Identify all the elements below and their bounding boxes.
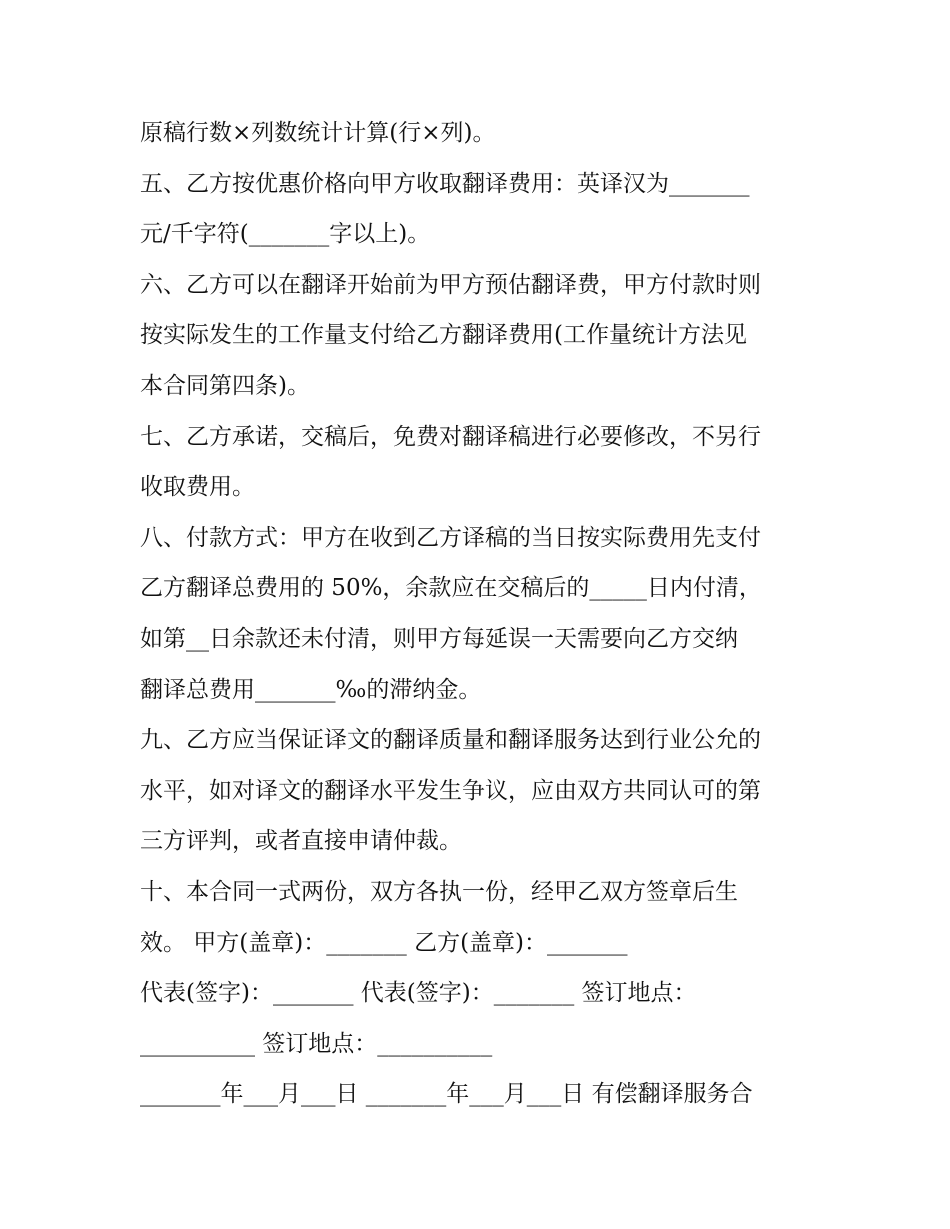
text-line: 如第__日余款还未付清，则甲方每延误一天需要向乙方交纳 [140, 625, 738, 652]
text-line: 收取费用。 [140, 474, 255, 501]
signature-line: __________ 签订地点：__________ [140, 1030, 493, 1057]
text-line: 原稿行数×列数统计计算(行×列)。 [140, 120, 496, 146]
text-line: 三方评判，或者直接申请仲裁。 [140, 828, 462, 855]
date-line: _______年___月___日 _______年___月___日 有偿翻译服务合 [140, 1081, 753, 1108]
text-line: 乙方翻译总费用的 50%，余款应在交稿后的_____日内付清， [140, 575, 762, 602]
text-line: 按实际发生的工作量支付给乙方翻译费用(工作量统计方法见 [140, 322, 747, 349]
text-line: 五、乙方按优惠价格向甲方收取翻译费用：英译汉为_______ [140, 170, 750, 197]
signature-line: 代表(签字)：_______ 代表(签字)：_______ 签订地点： [140, 980, 697, 1007]
text-line: 六、乙方可以在翻译开始前为甲方预估翻译费，甲方付款时则 [140, 271, 761, 298]
text-line: 十、本合同一式两份，双方各执一份，经甲乙双方签章后生 [140, 878, 738, 905]
contract-body [140, 108, 820, 1120]
text-line: 八、付款方式：甲方在收到乙方译稿的当日按实际费用先支付 [140, 524, 761, 551]
text-line: 元/千字符(_______字以上)。 [140, 221, 431, 248]
signature-line: 效。 甲方(盖章)：_______ 乙方(盖章)：_______ [140, 929, 628, 956]
text-line: 水平，如对译文的翻译水平发生争议，应由双方共同认可的第 [140, 777, 761, 804]
text-line: 九、乙方应当保证译文的翻译质量和翻译服务达到行业公允的 [140, 727, 761, 754]
text-line: 本合同第四条)。 [140, 372, 310, 399]
text-line: 七、乙方承诺，交稿后，免费对翻译稿进行必要修改，不另行 [140, 423, 761, 450]
text-line: 翻译总费用_______‰的滞纳金。 [140, 676, 482, 703]
